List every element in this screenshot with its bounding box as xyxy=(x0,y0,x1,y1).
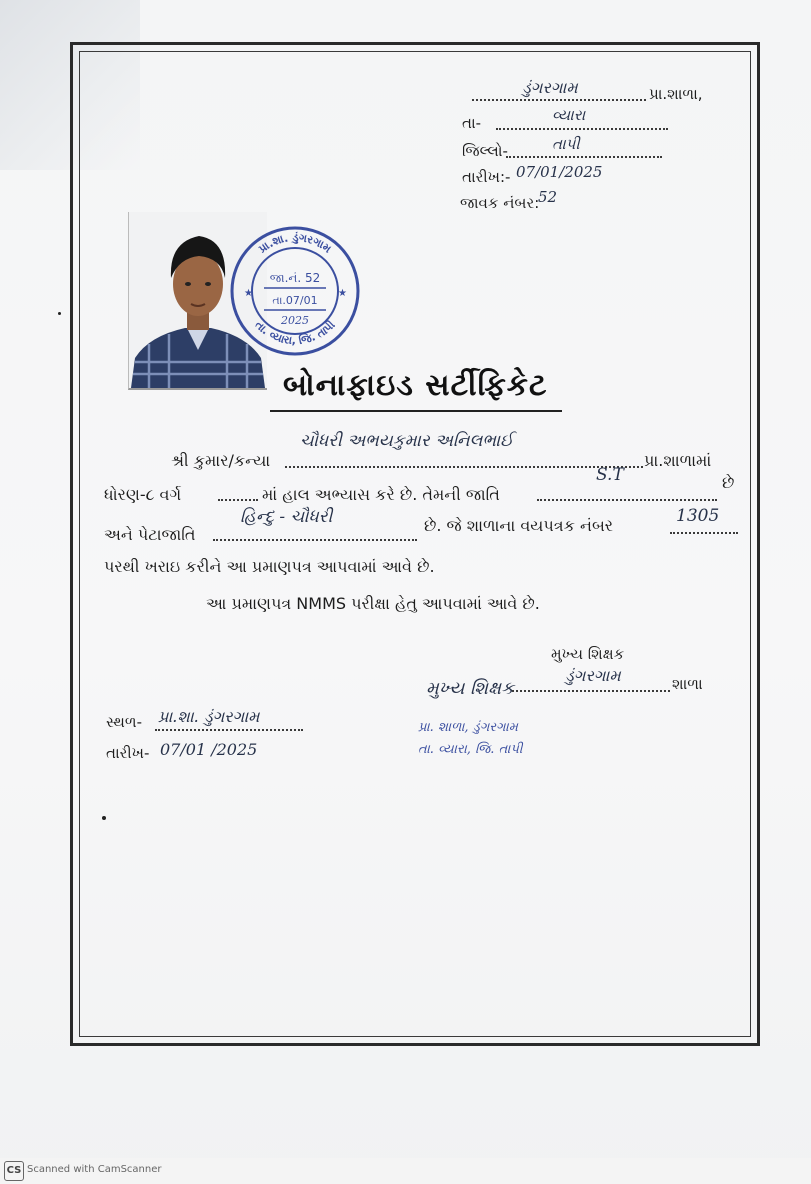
standard-text: ધોરણ-૮ વર્ગ xyxy=(104,485,182,504)
place-line xyxy=(155,729,303,731)
school-name-handwritten: ડુંગરગામ xyxy=(522,78,578,97)
title-underline xyxy=(270,410,562,412)
subcaste-line xyxy=(213,539,417,541)
school-label: પ્રા.શાળા, xyxy=(649,85,703,103)
head-teacher-label: મુખ્ય શિક્ષક xyxy=(551,645,625,663)
school-stamp xyxy=(228,224,362,358)
signature-stamp-line1: પ્રા. શાળા, ડુંગરગામ xyxy=(418,720,518,735)
line2-end: છે xyxy=(722,473,735,492)
stamp-top-text: પ્રા.શા. ડુંગરગામ xyxy=(256,230,334,256)
stamp-number: જા.નં. 52 xyxy=(269,271,321,285)
caste-value: S.T xyxy=(596,465,624,485)
study-text: માં હાલ અભ્યાસ કરે છે. તેમની જાતિ xyxy=(262,485,500,504)
head-school-line xyxy=(512,690,670,692)
place-value: પ્રા.શા. ડુંગરગામ xyxy=(158,707,260,726)
school-name-line xyxy=(472,99,646,101)
stamp-date: તા.07/01 xyxy=(272,294,318,307)
register-number-line xyxy=(670,532,738,534)
stamp-year: 2025 xyxy=(281,314,309,327)
student-prefix: શ્રી કુમાર/કન્યા xyxy=(171,451,271,470)
stray-dot-left xyxy=(58,312,61,315)
camscanner-logo-icon: CS xyxy=(4,1161,24,1181)
purpose-statement: આ પ્રમાણપત્ર NMMS પરીક્ષા હેતુ આપવામાં આવે છે. xyxy=(206,594,540,613)
stamp-bottom-text: તા. વ્યારા, જિ. તાપી xyxy=(252,318,338,348)
svg-text:★: ★ xyxy=(244,288,253,299)
date-label: તારીખ:- xyxy=(462,168,511,186)
district-line xyxy=(506,156,662,158)
subcaste-label: અને પેટાજાતિ xyxy=(104,525,196,544)
student-name-line xyxy=(285,466,643,468)
taluka-line xyxy=(496,128,668,130)
signature-stamp-line2: તા. વ્યારા, જિ. તાપી xyxy=(418,742,523,757)
school-suffix-text: પ્રા.શાળામાં xyxy=(644,451,712,470)
svg-text:★: ★ xyxy=(338,288,347,299)
footer-date-value: 07/01 /2025 xyxy=(160,740,258,759)
footer-date-label: તારીખ- xyxy=(106,744,150,762)
head-school-value: ડુંગરગામ xyxy=(565,666,621,685)
register-text: છે. જે શાળાના વયપત્રક નંબર xyxy=(424,516,614,535)
taluka-value: વ્યારા xyxy=(552,106,586,124)
outward-number-label: જાવક નંબર: xyxy=(460,194,540,212)
district-label: જિલ્લો- xyxy=(462,142,508,160)
place-label: સ્થળ- xyxy=(106,713,143,731)
issue-statement: પરથી ખરાઇ કરીને આ પ્રમાણપત્ર આપવામાં આવે છે. xyxy=(104,557,435,576)
outward-number-value: 52 xyxy=(538,188,558,206)
student-name: ચૌધરી અભયકુમાર અનિલભાઈ xyxy=(300,431,514,451)
caste-line xyxy=(537,499,717,501)
certificate-title: બોનાફાઇડ સર્ટીફિકેટ xyxy=(283,368,548,403)
scanner-watermark-text: Scanned with CamScanner xyxy=(27,1164,162,1175)
head-school-suffix: શાળા xyxy=(672,675,703,693)
register-number: 1305 xyxy=(676,506,720,526)
district-value: તાપી xyxy=(552,135,580,153)
taluka-label: તા- xyxy=(462,114,482,132)
signature: મુખ્ય શિક્ષક xyxy=(426,678,514,699)
date-value: 07/01/2025 xyxy=(516,163,603,181)
division-line xyxy=(218,499,258,501)
stray-dot xyxy=(102,816,106,820)
scanner-watermark-bar xyxy=(0,1158,811,1184)
subcaste-value: હિન્દુ - ચૌધરી xyxy=(240,507,333,527)
